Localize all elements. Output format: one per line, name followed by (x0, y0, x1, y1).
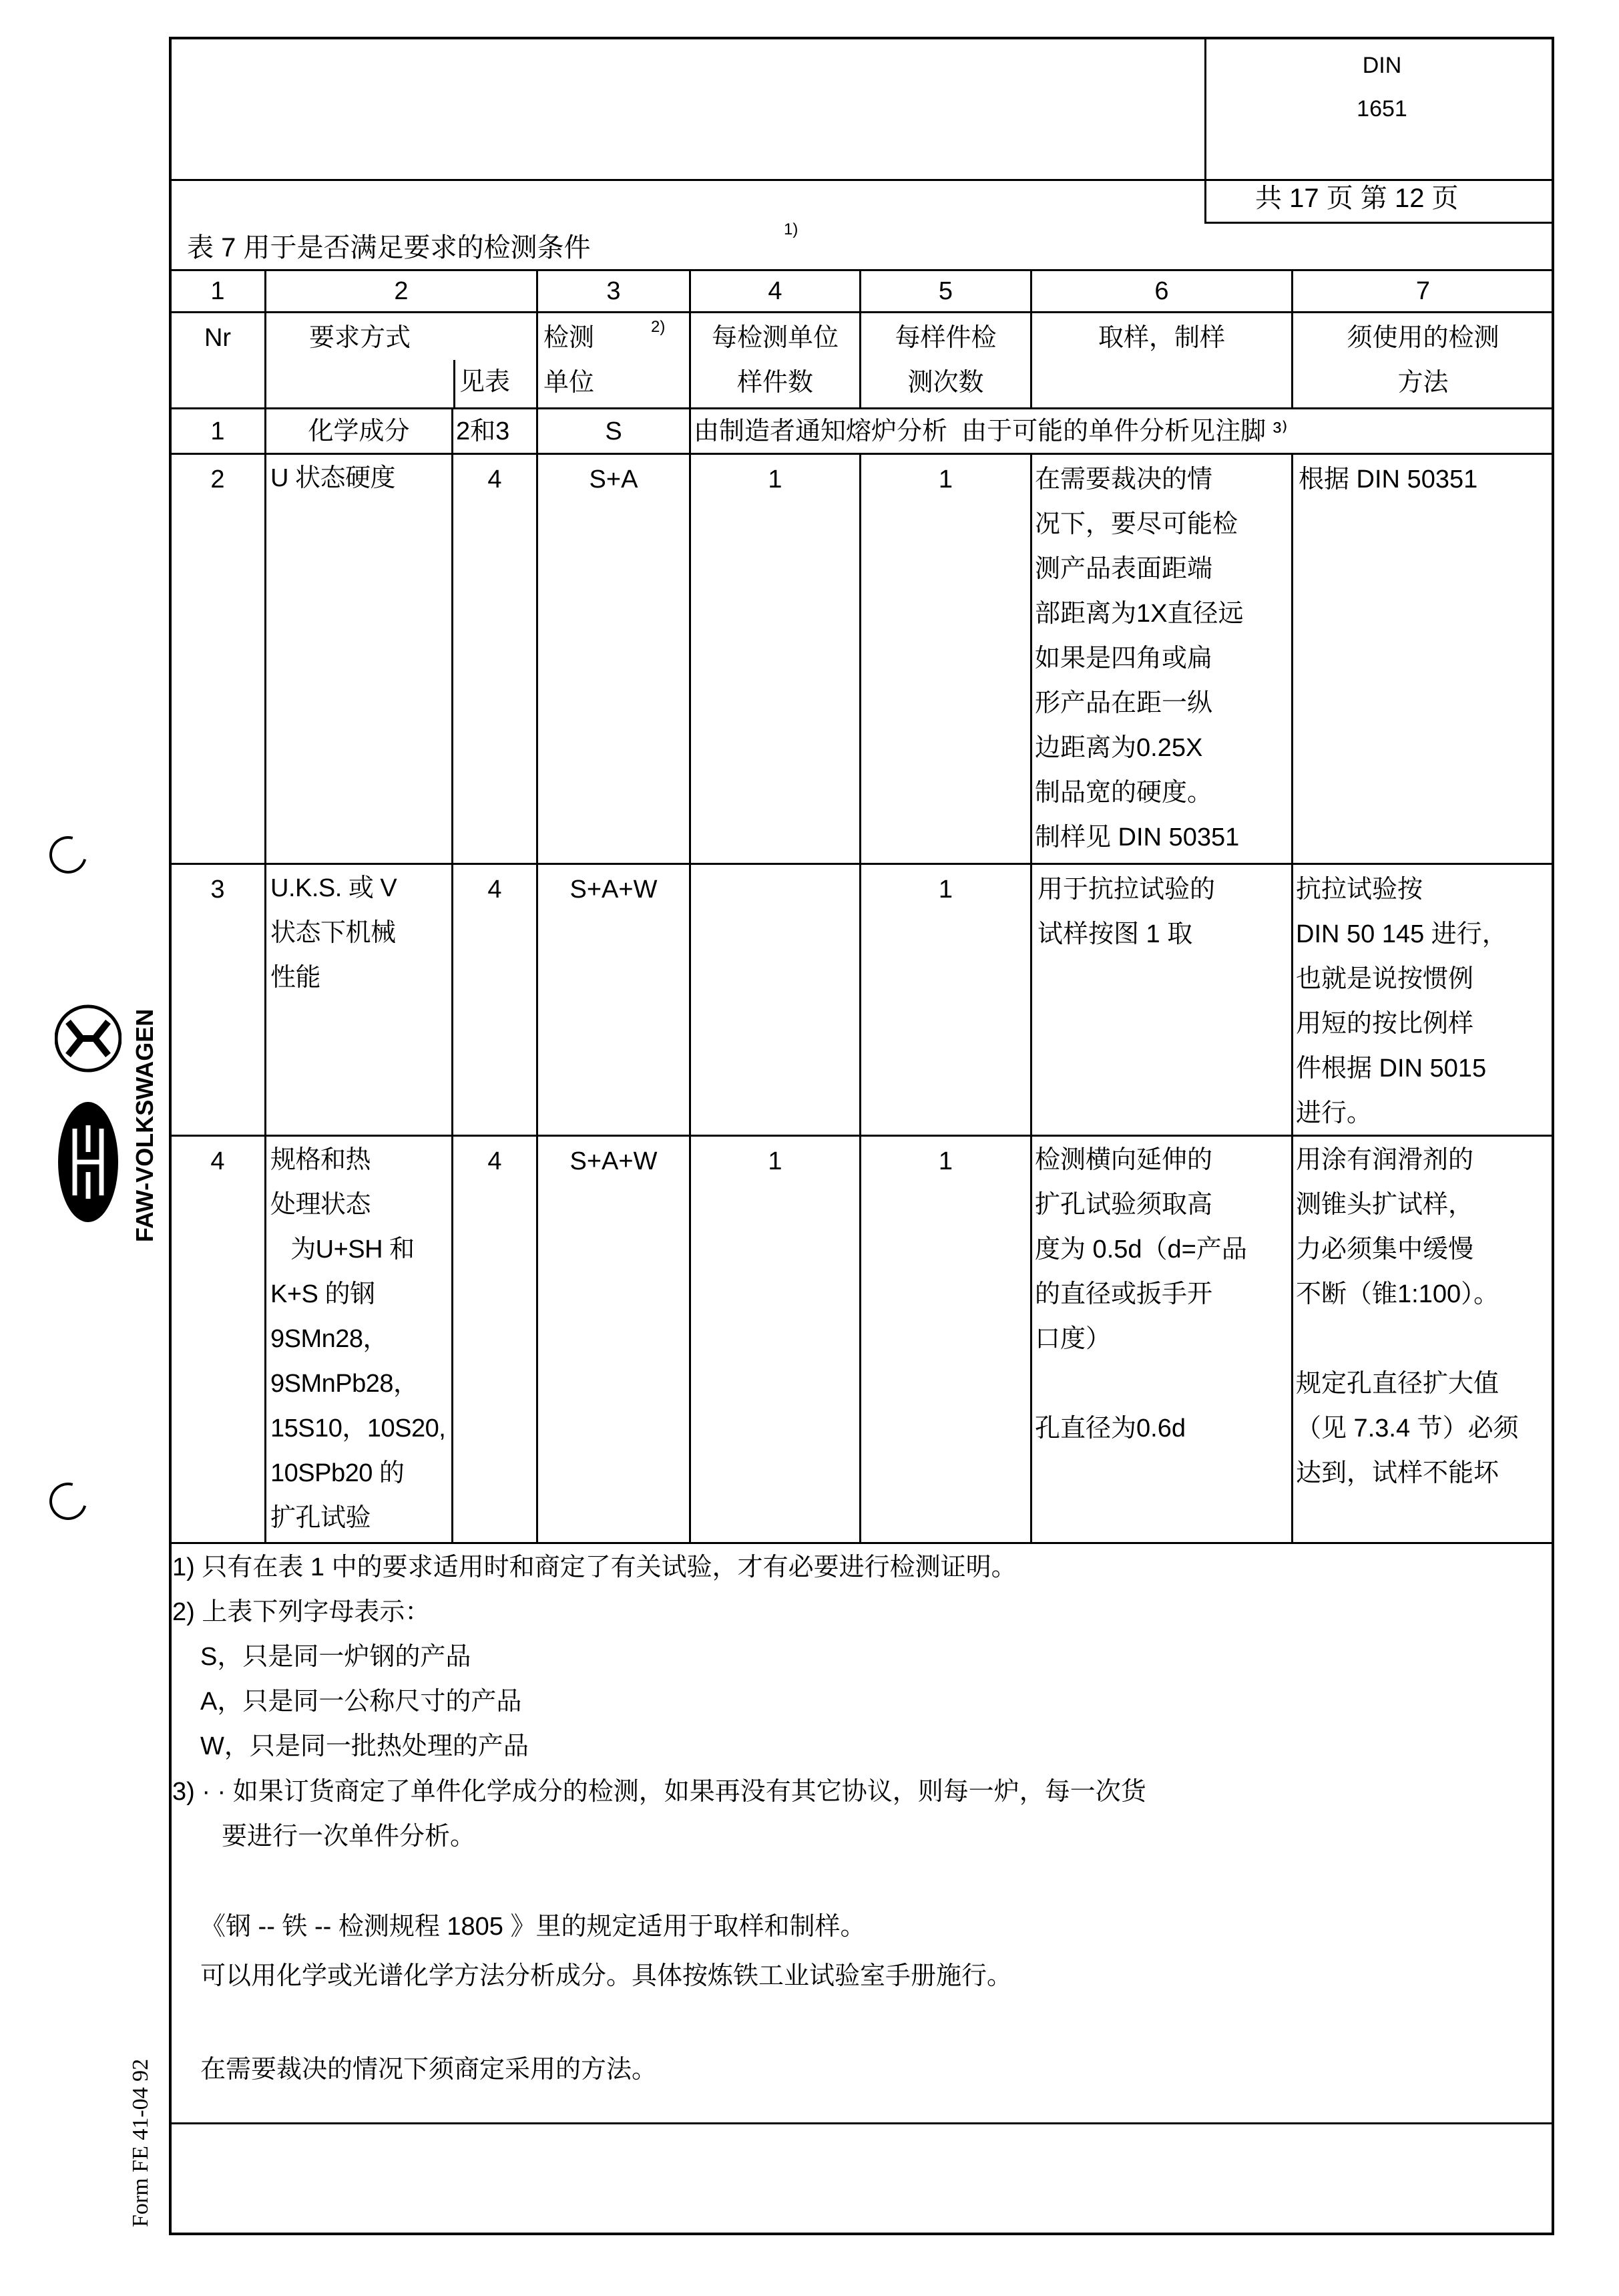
row-tests: 1 (859, 453, 1030, 863)
divider (169, 2122, 1553, 2124)
row-sampling: 在需要裁决的情 况下，要尽可能检 测产品表面距端 部距离为1X直径远 如果是四角或扁 形产品在距一纵 边距离为0.25X 制品宽的硬度。 制样见 DIN 50351 (1030, 453, 1291, 863)
header-requirement (264, 311, 536, 407)
row-method: 用涂有润滑剂的 测锥头扩试样， 力必须集中缓慢 不断（锥1:100）。 规定孔直径扩大值 （见 7.3.4 节）必须 达到，试样不能坏 (1291, 1135, 1553, 1543)
row-requirement: U 状态硬度 (264, 453, 451, 863)
binder-hole-icon (43, 829, 93, 880)
col-number: 2 (264, 269, 536, 311)
row-samples: 1 (689, 453, 859, 863)
header-test-unit: 检测 单位 (536, 311, 689, 407)
row-samples: 1 (689, 1135, 859, 1543)
col-number: 5 (859, 269, 1030, 311)
row-sampling: 检测横向延伸的 扩孔试验须取高 度为 0.5d（d=产品 的直径或扳手开 口度） 孔直径为0.6d (1030, 1135, 1291, 1543)
footnote-2-w: W，只是同一批热处理的产品 (200, 1732, 529, 1760)
footnote-2: 2) 上表下列字母表示： (172, 1598, 431, 1626)
title-footnote-ref: 1) (784, 220, 798, 238)
note-sampling: 《钢 -- 铁 -- 检测规程 1805 》里的规定适用于取样和制样。 (200, 1913, 866, 1941)
row-see-table: 2和3 (451, 407, 536, 453)
vw-logo-icon (55, 1002, 122, 1235)
footnote-1: 1) 只有在表 1 中的要求适用时和商定了有关试验，才有必要进行检测证明。 (172, 1553, 1017, 1581)
header-nr: Nr (169, 311, 264, 407)
row-see-table: 4 (451, 863, 536, 1135)
row-unit: S+A (536, 453, 689, 863)
row-samples (689, 863, 859, 1135)
row-nr: 1 (169, 407, 264, 453)
header-samples-per-unit: 每检测单位 样件数 (689, 311, 859, 407)
row-see-table: 4 (451, 453, 536, 863)
faw-volkswagen-logo (55, 1002, 122, 1235)
brand-name: FAW-VOLKSWAGEN (131, 1008, 158, 1242)
row-tests: 1 (859, 1135, 1030, 1543)
note-dispute: 在需要裁决的情况下须商定采用的方法。 (200, 2056, 658, 2084)
header-see-table: 见表 (453, 360, 542, 407)
header-footnote-ref: 2) (651, 318, 666, 336)
row-nr: 2 (169, 453, 264, 863)
standard-number: 1651 (1357, 96, 1407, 122)
form-number: Form FE 41-04 92 (128, 2058, 153, 2227)
header-tests-per-sample: 每样件检 测次数 (859, 311, 1030, 407)
note-analysis: 可以用化学或光谱化学方法分析成分。具体按炼铁工业试验室手册施行。 (200, 1962, 1013, 1990)
divider (169, 1542, 1553, 1544)
col-number: 1 (169, 269, 264, 311)
footnote-2-a: A，只是同一公称尺寸的产品 (200, 1688, 522, 1716)
col-number: 3 (536, 269, 689, 311)
col-number: 7 (1291, 269, 1553, 311)
header-requirement-label: 要求方式 (308, 324, 411, 352)
row-requirement: 化学成分 (264, 407, 451, 453)
divider (1204, 37, 1206, 223)
table-title: 表 7 用于是否满足要求的检测条件 (187, 233, 591, 262)
row-nr: 3 (169, 863, 264, 1135)
divider (1204, 222, 1553, 224)
row-unit: S+A+W (536, 1135, 689, 1543)
col-number: 4 (689, 269, 859, 311)
col-number: 6 (1030, 269, 1291, 311)
row-sampling: 用于抗拉试验的 试样按图 1 取 (1030, 863, 1291, 1135)
footnote-3-cont: 要进行一次单件分析。 (222, 1823, 476, 1851)
binder-hole-icon (43, 1476, 93, 1527)
footnote-2-s: S，只是同一炉钢的产品 (200, 1643, 471, 1671)
row-nr: 4 (169, 1135, 264, 1543)
row-tests: 1 (859, 863, 1030, 1135)
footnote-3: 3) · · 如果订货商定了单件化学成分的检测，如果再没有其它协议，则每一炉，每一次货 (172, 1778, 1146, 1806)
row-see-table: 4 (451, 1135, 536, 1543)
row-requirement: 规格和热 处理状态 为U+SH 和 K+S 的钢 9SMn28， 9SMnPb28， 15S10，10S20, 10SPb20 的 扩孔试验 (264, 1135, 451, 1543)
row-requirement: U.K.S. 或 V 状态下机械 性能 (264, 863, 451, 1135)
row-unit: S (536, 407, 689, 453)
header-sampling: 取样，制样 (1030, 311, 1291, 407)
row-method: 根据 DIN 50351 (1291, 453, 1553, 863)
standard-label: DIN (1362, 53, 1402, 78)
header-method: 须使用的检测 方法 (1291, 311, 1553, 407)
row-merged-note: 由制造者通知熔炉分析 由于可能的单件分析见注脚 ³⁾ (689, 407, 1553, 453)
row-method: 抗拉试验按 DIN 50 145 进行， 也就是说按惯例 用短的按比例样 件根据 DIN 5015 进行。 (1291, 863, 1553, 1135)
page-count: 共 17 页 第 12 页 (1255, 184, 1459, 213)
row-unit: S+A+W (536, 863, 689, 1135)
